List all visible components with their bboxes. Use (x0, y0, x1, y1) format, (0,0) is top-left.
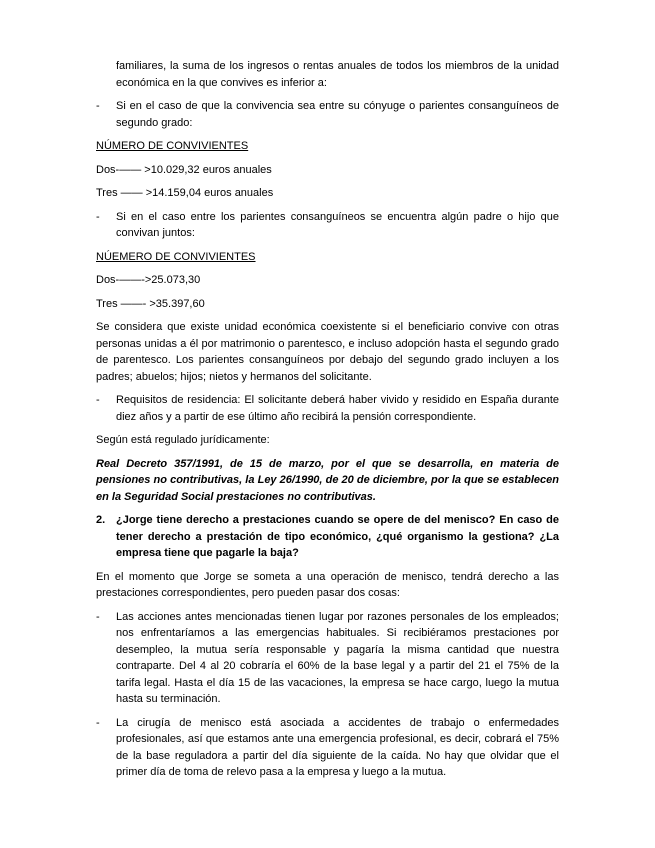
bullet-spouse-relatives (96, 98, 559, 131)
threshold-line-tres-2: Tres ——- >35.397,60 (96, 297, 205, 310)
heading-convivientes-1: NÚMERO DE CONVIVIENTES (96, 140, 249, 152)
bullet-parent-child (96, 209, 559, 242)
bullet-residence (96, 392, 559, 425)
bullet-text: Las acciones antes mencionadas tienen lugar por razones personales de los empleados; nos enfrentaríamos a las emergencias habituales. Si recibiéramos prestaciones por desempleo, la mutua sería responsable y pagaría la misma cantidad que nuestra contraparte. Del 4 al 20 cobraría el 60% de la base legal y a partir del 21 el 75% de la tarifa legal. Hasta el día 15 de las vacaciones, la empresa se hace cargo, luego la mutua hasta su terminación. (116, 610, 559, 705)
law-citation: Real Decreto 357/1991, de 15 de marzo, por el que se desarrolla, en materia de pensiones no contributivas, la Ley 26/1990, de 20 de diciembre, por la que se establecen en la Seguridad Social prestaciones no contributivas. (96, 457, 559, 503)
bullet-dash: - (96, 716, 100, 729)
heading-convivientes-2: NÚEMERO DE CONVIVIENTES (96, 250, 256, 263)
question-text: ¿Jorge tiene derecho a prestaciones cuando se opere de del menisco? En caso de tener derecho a prestación de tipo económico, ¿qué organismo la gestiona? ¿La empresa tiene que pagarle la baja? (116, 514, 559, 559)
bullet-text: Si en el caso entre los parientes consanguíneos se encuentra algún padre o hijo que convivan juntos: (116, 210, 559, 239)
bullet-common-contingency (96, 609, 559, 708)
threshold-line-tres-1: Tres —— >14.159,04 euros anuales (96, 187, 274, 199)
bullet-text: Requisitos de residencia: El solicitante deberá haber vivido y residido en España durante diez años y a partir de ese último año recibirá la pensión correspondiente. (116, 394, 559, 423)
economic-unit-paragraph: Se considera que existe unidad económica coexistente si el beneficiario convive con otras personas unidas a él por matrimonio o parentesco, e incluso adopción hasta el segundo grado de parentesco. Los parientes consanguíneos por debajo del segundo grado incluyen a los padres; abuelos; hijos; nietos y hermanos del solicitante. (96, 321, 559, 383)
bullet-dash: - (96, 100, 100, 112)
bullet-text: Si en el caso de que la convivencia sea entre su cónyuge o parientes consanguíneos de segundo grado: (116, 100, 559, 129)
bullet-dash: - (96, 610, 100, 623)
question-2 (96, 512, 559, 562)
answer-intro: En el momento que Jorge se someta a una operación de menisco, tendrá derecho a las prestaciones correspondientes, pero pueden pasar dos cosas: (96, 570, 559, 599)
threshold-line-dos-1: Dos-—— >10.029,32 euros anuales (96, 163, 272, 176)
bullet-professional-contingency (96, 715, 559, 781)
question-number: 2. (96, 514, 106, 526)
bullet-dash: - (96, 210, 100, 223)
regulation-intro: Según está regulado jurídicamente: (96, 434, 270, 446)
threshold-line-dos-2: Dos-——->25.073,30 (96, 274, 201, 286)
bullet-text: La cirugía de menisco está asociada a accidentes de trabajo o enfermedades profesionales, así que estamos ante una emergencia profesional, es decir, cobrará el 75% de la base reguladora a partir del día siguiente de la caída. No hay que olvidar que el primer día de toma de relevo pasa a la empresa y luego a la mutua. (116, 716, 559, 778)
bullet-dash: - (96, 394, 100, 406)
intro-paragraph: familiares, la suma de los ingresos o rentas anuales de todos los miembros de la unidad económica en la que convives es inferior a: (116, 60, 559, 89)
